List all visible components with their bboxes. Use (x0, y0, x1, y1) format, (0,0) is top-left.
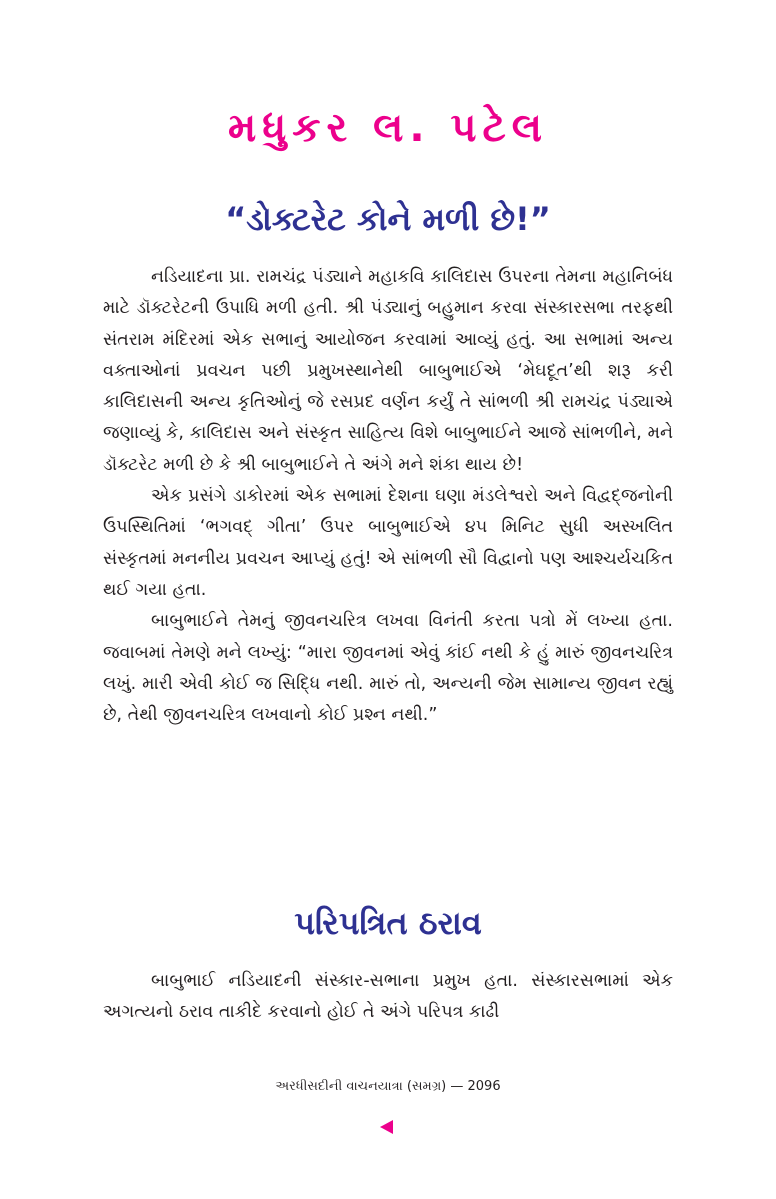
page-footer: અરધીસદીની વાચનયાત્રા (સમગ્ર) — 2096 (275, 1079, 501, 1094)
paragraph: બાબુભાઈ નડિયાદની સંસ્કાર-સભાના પ્રમુખ હતા. સંસ્કારસભામાં એક અગત્યનો ઠરાવ તાકીદે કરવાનો હોઈ તે અંગે પરિપત્ર કાઢી (103, 971, 673, 1023)
section-body-circular-resolution (103, 966, 673, 1029)
section-title-doctorate: “ડોક્ટરેટ કોને મળી છે!” (225, 200, 551, 238)
paragraph: નડિયાદના પ્રા. રામચંદ્ર પંડ્યાને મહાકવિ કાલિદાસ ઉપરના તેમના મહાનિબંધ માટે ડૉક્ટરેટની ઉપાધિ મળી હતી. શ્રી પંડ્યાનું બહુમાન કરવા સંસ્કારસભા તરફથી સંતરામ મંદિરમાં એક સભાનું આયોજન કરવામાં આવ્યું હતું. આ સભામાં અન્ય વક્તાઓનાં પ્રવચન પછી પ્રમુખસ્થાનેથી બાબુભાઈએ ‘મેઘદૂત’થી શરૂ કરી કાલિદાસની અન્ય કૃતિઓનું જે રસપ્રદ વર્ણન કર્યું તે સાંભળી શ્રી રામચંદ્ર પંડ્યાએ જણાવ્યું કે, કાલિદાસ અને સંસ્કૃત સાહિત્ય વિશે બાબુભાઈને આજે સાંભળીને, મને ડૉક્ટરેટ મળી છે કે શ્રી બાબુભાઈને તે અંગે મને શંકા થાય છે! (103, 267, 673, 475)
section-title-circular-resolution: પરિપત્રિત ઠરાવ (294, 904, 482, 942)
left-triangle-icon (380, 1120, 393, 1134)
author-name: મધુકર લ. પટેલ (228, 105, 548, 151)
paragraph: બાબુભાઈને તેમનું જીવનચરિત્ર લખવા વિનંતી કરતા પત્રો મેં લખ્યા હતા. જવાબમાં તેમણે મને લખ્યું: “મારા જીવનમાં એવું કાંઈ નથી કે હું મારું જીવનચરિત્ર લખું. મારી એવી કોઈ જ સિદ્ધિ નથી. મારું તો, અન્યની જેમ સામાન્ય જીવન રહ્યું છે, તેથી જીવનચરિત્ર લખવાનો કોઈ પ્રશ્ન નથી.” (103, 611, 673, 726)
paragraph: એક પ્રસંગે ડાકોરમાં એક સભામાં દેશના ઘણા મંડલેશ્વરો અને વિદ્વદ્જનોની ઉપસ્થિતિમાં ‘ભગવદ્ ગીતા’ ઉપર બાબુભાઈએ ૪૫ મિનિટ સુધી અસ્ખલિત સંસ્કૃતમાં મનનીય પ્રવચન આપ્યું હતું! એ સાંભળી સૌ વિદ્વાનો પણ આશ્ચર્યચકિત થઈ ગયા હતા. (103, 486, 673, 600)
section-body-doctorate (103, 262, 673, 731)
